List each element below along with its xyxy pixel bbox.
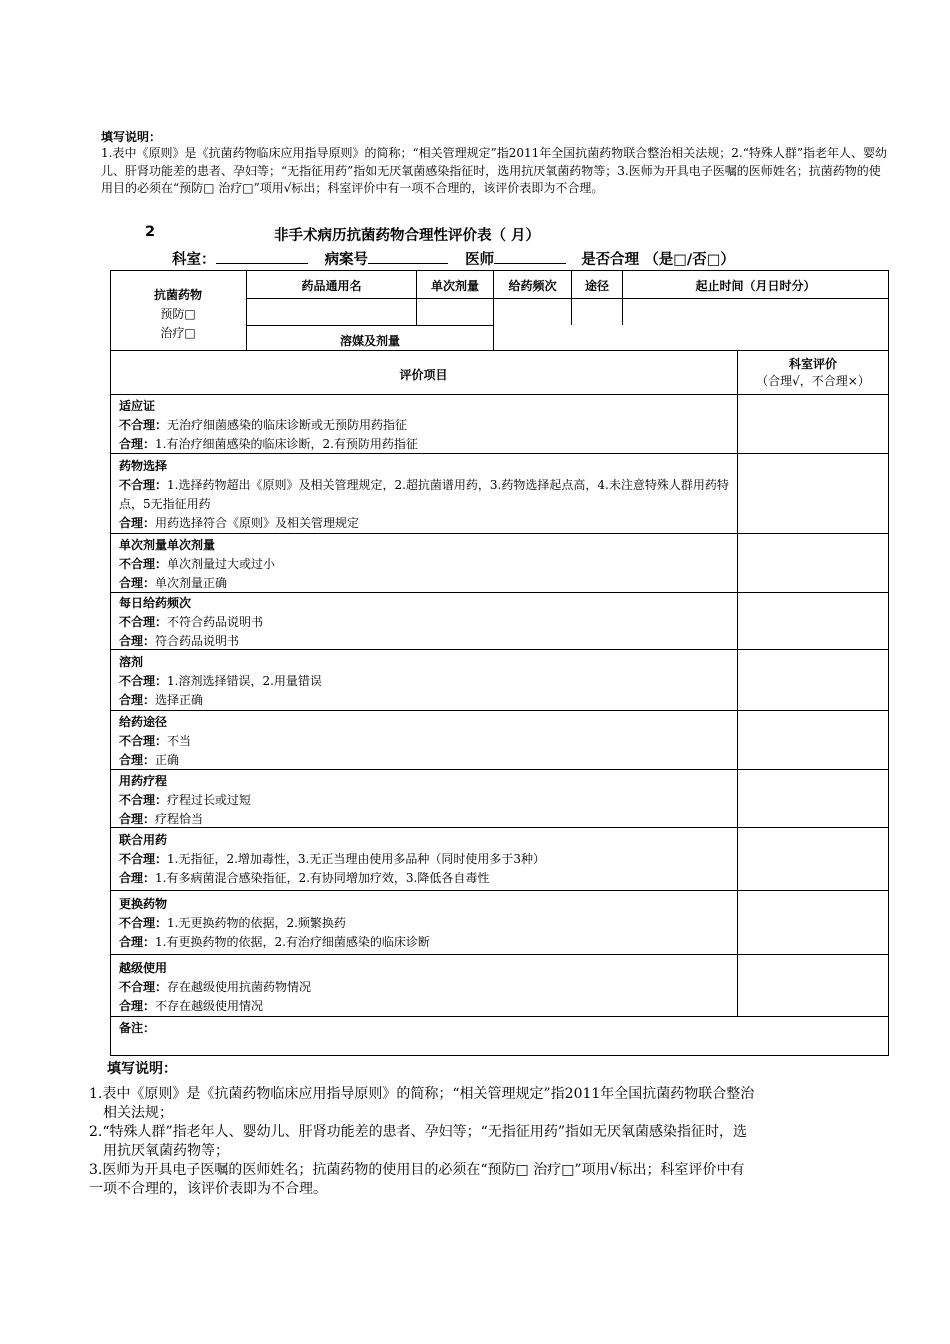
good-key: 合理： (119, 871, 156, 885)
bad-key: 不合理： (119, 615, 168, 629)
section-route (119, 713, 734, 770)
remarks-row[interactable] (119, 1019, 734, 1038)
section-combination (119, 831, 734, 888)
reasonable-label: 是否合理 （是□/否□） (581, 252, 735, 268)
bad-text: 不当 (167, 734, 192, 748)
bad-key: 不合理： (119, 980, 168, 994)
good-text: 不存在越级使用情况 (155, 999, 264, 1013)
bad-key: 不合理： (119, 478, 168, 492)
good-key: 合理： (119, 576, 156, 590)
bad-text: 无治疗细菌感染的临床诊断或无预防用药指征 (167, 418, 408, 432)
col-time: 起止时间（月日时分） (695, 279, 816, 293)
good-key: 合理： (119, 516, 156, 530)
good-key: 合理： (119, 999, 156, 1013)
doctor-field[interactable] (494, 249, 566, 264)
good-key: 合理： (119, 753, 156, 767)
bad-key: 不合理： (119, 916, 168, 930)
note-3b: 一项不合理的，该评价表即为不合理。 (89, 1181, 327, 1197)
col-single-dose: 单次剂量 (430, 279, 479, 293)
dept-eval-header (738, 356, 888, 390)
good-text: 1.有更换药物的依据，2.有治疗细菌感染的临床诊断 (155, 935, 430, 949)
section-switch (119, 895, 734, 952)
evaluation-table (110, 270, 889, 1056)
solvent-label: 溶媒及剂量 (339, 334, 400, 348)
bad-key: 不合理： (119, 852, 168, 866)
bad-text: 存在越级使用抗菌药物情况 (167, 980, 312, 994)
good-text: 单次剂量正确 (155, 576, 228, 590)
note-2a: 2.“特殊人群”指老年人、婴幼儿、肝肾功能差的患者、孕妇等；“无指征用药”指如无厌氧菌感染指征时，选 (89, 1124, 747, 1140)
top-instructions-title: 填写说明： (101, 130, 162, 144)
section-title: 用药疗程 (119, 774, 168, 788)
section-title: 溶剂 (119, 655, 144, 669)
section-escalation (119, 959, 734, 1016)
good-key: 合理： (119, 634, 156, 648)
section-solvent (119, 653, 734, 710)
bad-text: 单次剂量过大或过小 (167, 557, 276, 571)
section-title: 联合用药 (119, 833, 168, 847)
good-text: 用药选择符合《原则》及相关管理规定 (155, 516, 360, 530)
record-field[interactable] (368, 249, 448, 264)
good-text: 疗程恰当 (155, 812, 204, 826)
treat-checkbox[interactable]: 治疗□ (160, 326, 196, 340)
bad-text: 疗程过长或过短 (167, 793, 252, 807)
record-label: 病案号 (324, 252, 369, 268)
bad-key: 不合理： (119, 734, 168, 748)
drug-label: 抗菌药物 (153, 288, 202, 302)
bad-text: 1.溶剂选择错误，2.用量错误 (167, 674, 322, 688)
good-key: 合理： (119, 693, 156, 707)
top-instructions (101, 128, 891, 198)
section-single-dose (119, 536, 734, 593)
bad-key: 不合理： (119, 674, 168, 688)
section-title: 适应证 (119, 399, 156, 413)
good-key: 合理： (119, 812, 156, 826)
bottom-instructions-title: 填写说明： (107, 1061, 177, 1077)
good-text: 1.有多病菌混合感染指征，2.有协同增加疗效，3.降低各自毒性 (155, 871, 490, 885)
section-title: 单次剂量单次剂量 (119, 538, 216, 552)
dept-label: 科室： (172, 252, 216, 268)
section-title: 更换药物 (119, 897, 168, 911)
good-key: 合理： (119, 437, 156, 451)
dept-field[interactable] (216, 249, 308, 264)
col-drug-name: 药品通用名 (301, 279, 362, 293)
good-key: 合理： (119, 935, 156, 949)
good-text: 正确 (155, 753, 180, 767)
good-text: 符合药品说明书 (155, 634, 240, 648)
meta-line (172, 248, 735, 269)
note-1a: 1.表中《原则》是《抗菌药物临床应用指导原则》的简称；“相关管理规定”指2011年全国抗菌药物联合整治 (89, 1086, 755, 1102)
section-title: 每日给药频次 (119, 596, 192, 610)
bad-text: 1.选择药物超出《原则》及相关管理规定，2.超抗菌谱用药，3.药物选择起点高，4.未注意特殊人群用药特点，5无指征用药 (119, 478, 729, 511)
section-daily-frequency (119, 594, 734, 651)
col-frequency: 给药频次 (508, 279, 557, 293)
section-course (119, 772, 734, 829)
bad-key: 不合理： (119, 418, 168, 432)
bad-key: 不合理： (119, 793, 168, 807)
good-text: 选择正确 (155, 693, 204, 707)
bad-key: 不合理： (119, 557, 168, 571)
dept-eval-title: 科室评价 (788, 357, 837, 371)
prevent-checkbox[interactable]: 预防□ (160, 307, 196, 321)
bad-text: 不符合药品说明书 (167, 615, 264, 629)
bottom-instructions (89, 1060, 894, 1199)
form-title-text: 非手术病历抗菌药物合理性评价表（ 月） (274, 228, 541, 244)
form-number: 2 (145, 224, 156, 240)
note-1b: 相关法规； (103, 1105, 173, 1121)
section-indication (119, 397, 734, 454)
bad-text: 1.无更换药物的依据，2.频繁换药 (167, 916, 346, 930)
drug-type-cell (110, 286, 246, 343)
section-title: 越级使用 (119, 961, 168, 975)
note-3a: 3.医师为开具电子医嘱的医师姓名；抗菌药物的使用目的必须在“预防□ 治疗□”项用√标出；科室评价中有 (89, 1162, 745, 1178)
eval-item-header: 评价项目 (399, 368, 448, 382)
section-title: 给药途径 (119, 715, 168, 729)
remarks-label: 备注： (119, 1021, 156, 1035)
col-route: 途径 (584, 279, 609, 293)
dept-eval-sub: （合理√，不合理×） (756, 374, 870, 388)
doctor-label: 医师 (465, 252, 495, 268)
section-title: 药物选择 (119, 459, 168, 473)
section-drug-choice (119, 457, 734, 533)
good-text: 1.有治疗细菌感染的临床诊断，2.有预防用药指征 (155, 437, 418, 451)
note-2b: 用抗厌氧菌药物等； (103, 1143, 229, 1159)
top-instructions-body: 1.表中《原则》是《抗菌药物临床应用指导原则》的简称；“相关管理规定”指2011年全国抗菌药物联合整治相关法规；2.“特殊人群”指老年人、婴幼儿、肝肾功能差的患者、孕妇等；“无指征用药”指如无厌氧菌感染指征时，选用抗厌氧菌药物等；3.医师为开具电子医嘱的医师姓名；抗菌药物的使用目的必须在“预防□ 治疗□”项用√标出；科室评价中有一项不合理的，该评价表即为不合理。 (101, 146, 887, 195)
bad-text: 1.无指征，2.增加毒性，3.无正当理由使用多品种（同时使用多于3种） (167, 852, 546, 866)
